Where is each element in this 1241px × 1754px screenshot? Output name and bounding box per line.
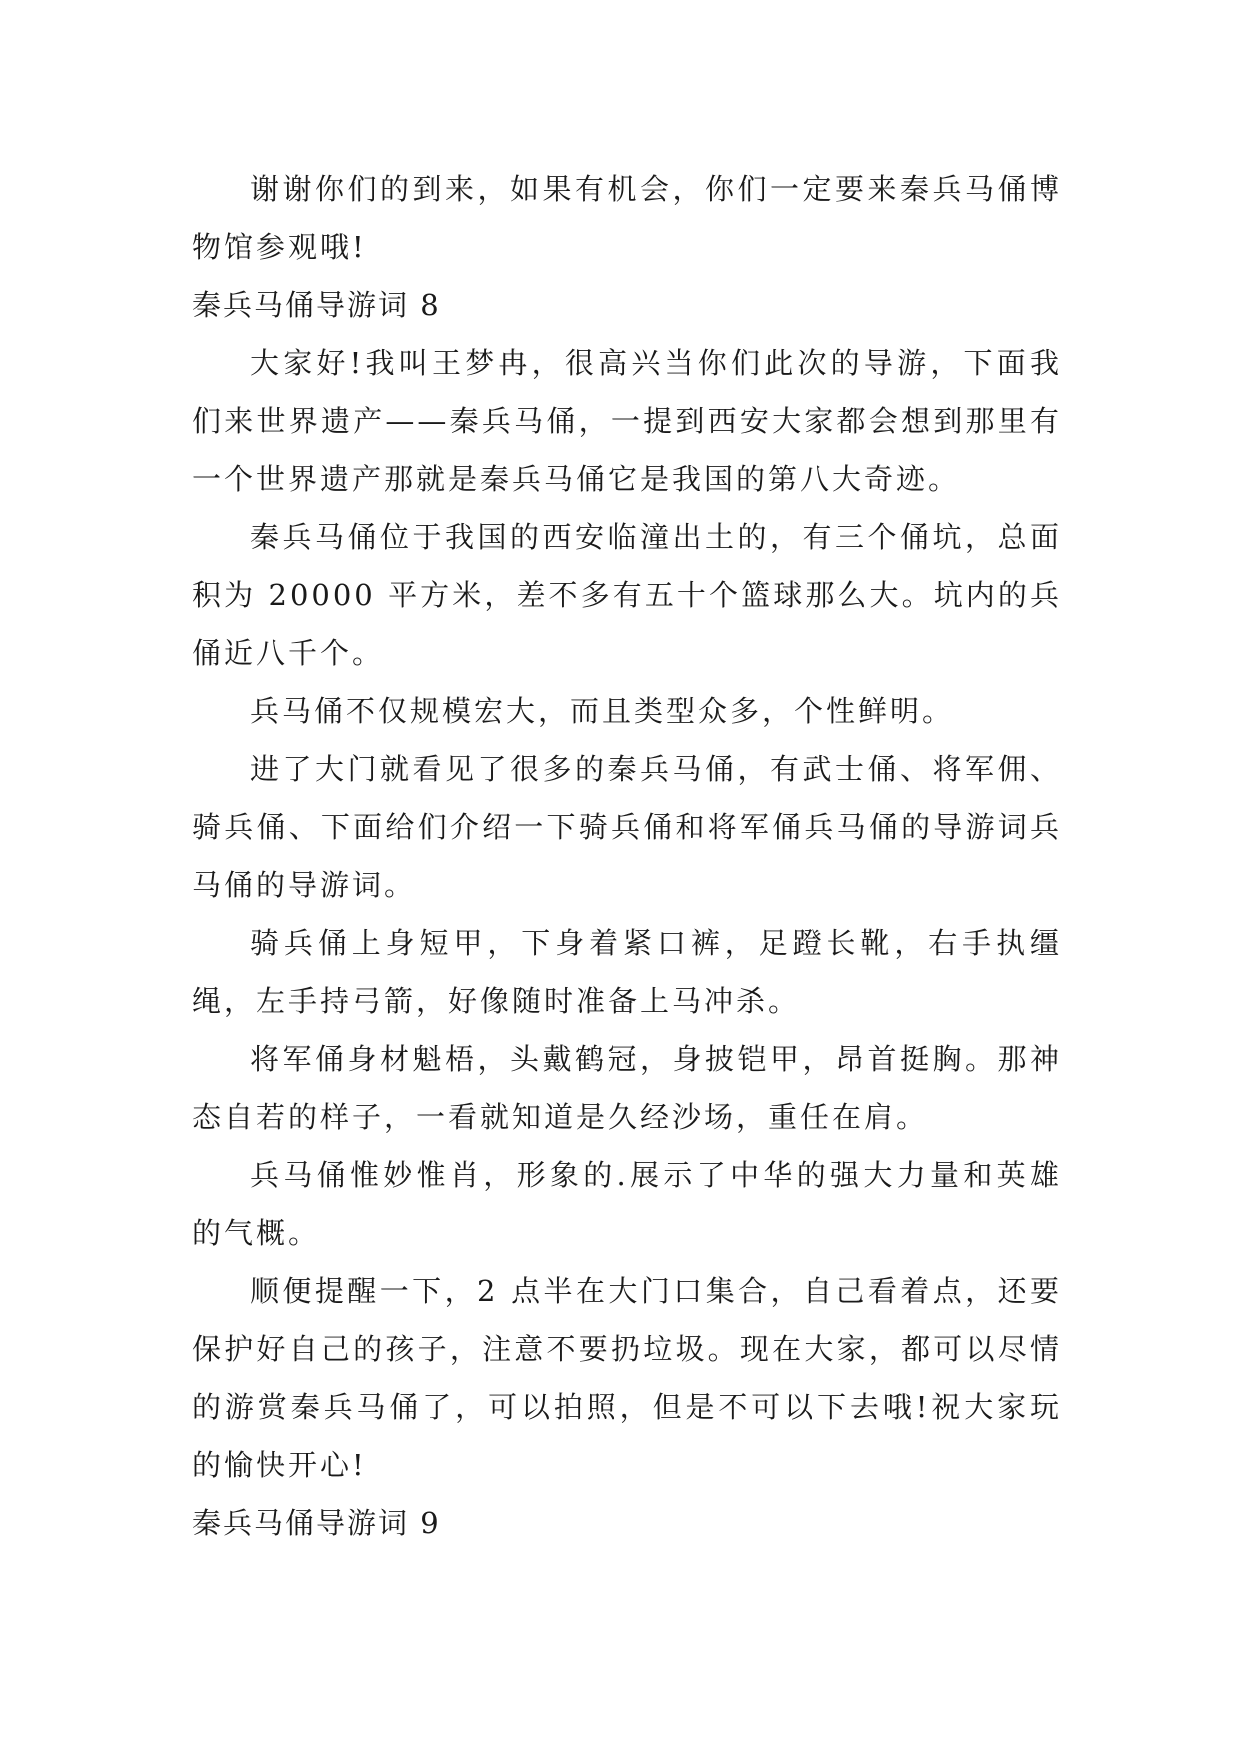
- section-heading-9: 秦兵马俑导游词 9: [192, 1506, 441, 1540]
- paragraph-intro: 大家好!我叫王梦冉，很高兴当你们此次的导游，下面我们来世界遗产——秦兵马俑，一提到西安大家都会想到那里有一个世界遗产那就是秦兵马俑它是我国的第八大奇迹。: [192, 346, 1062, 496]
- paragraph-reminder: 顺便提醒一下，2 点半在大门口集合，自己看着点，还要保护好自己的孩子，注意不要扔垃圾。现在大家，都可以尽情的游赏秦兵马俑了，可以拍照，但是不可以下去哦!祝大家玩的愉快开心!: [192, 1274, 1062, 1482]
- section-heading-8: 秦兵马俑导游词 8: [192, 288, 441, 322]
- paragraph-cavalry: 骑兵俑上身短甲，下身着紧口裤，足蹬长靴，右手执缰绳，左手持弓箭，好像随时准备上马冲杀。: [192, 926, 1062, 1018]
- paragraph-lifelike: 兵马俑惟妙惟肖，形象的.展示了中华的强大力量和英雄的气概。: [192, 1158, 1062, 1250]
- paragraph-closing-thanks: 谢谢你们的到来，如果有机会，你们一定要来秦兵马俑博物馆参观哦!: [192, 172, 1062, 264]
- paragraph-entrance: 进了大门就看见了很多的秦兵马俑，有武士俑、将军佣、骑兵俑、下面给们介绍一下骑兵俑和将军俑兵马俑的导游词兵马俑的导游词。: [192, 752, 1062, 902]
- document-body: [192, 160, 1062, 1552]
- paragraph-scale: 兵马俑不仅规模宏大，而且类型众多，个性鲜明。: [250, 694, 955, 728]
- paragraph-location: 秦兵马俑位于我国的西安临潼出土的，有三个俑坑，总面积为 20000 平方米，差不多有五十个篮球那么大。坑内的兵俑近八千个。: [192, 520, 1062, 670]
- paragraph-general: 将军俑身材魁梧，头戴鹤冠，身披铠甲，昂首挺胸。那神态自若的样子，一看就知道是久经沙场，重任在肩。: [192, 1042, 1062, 1134]
